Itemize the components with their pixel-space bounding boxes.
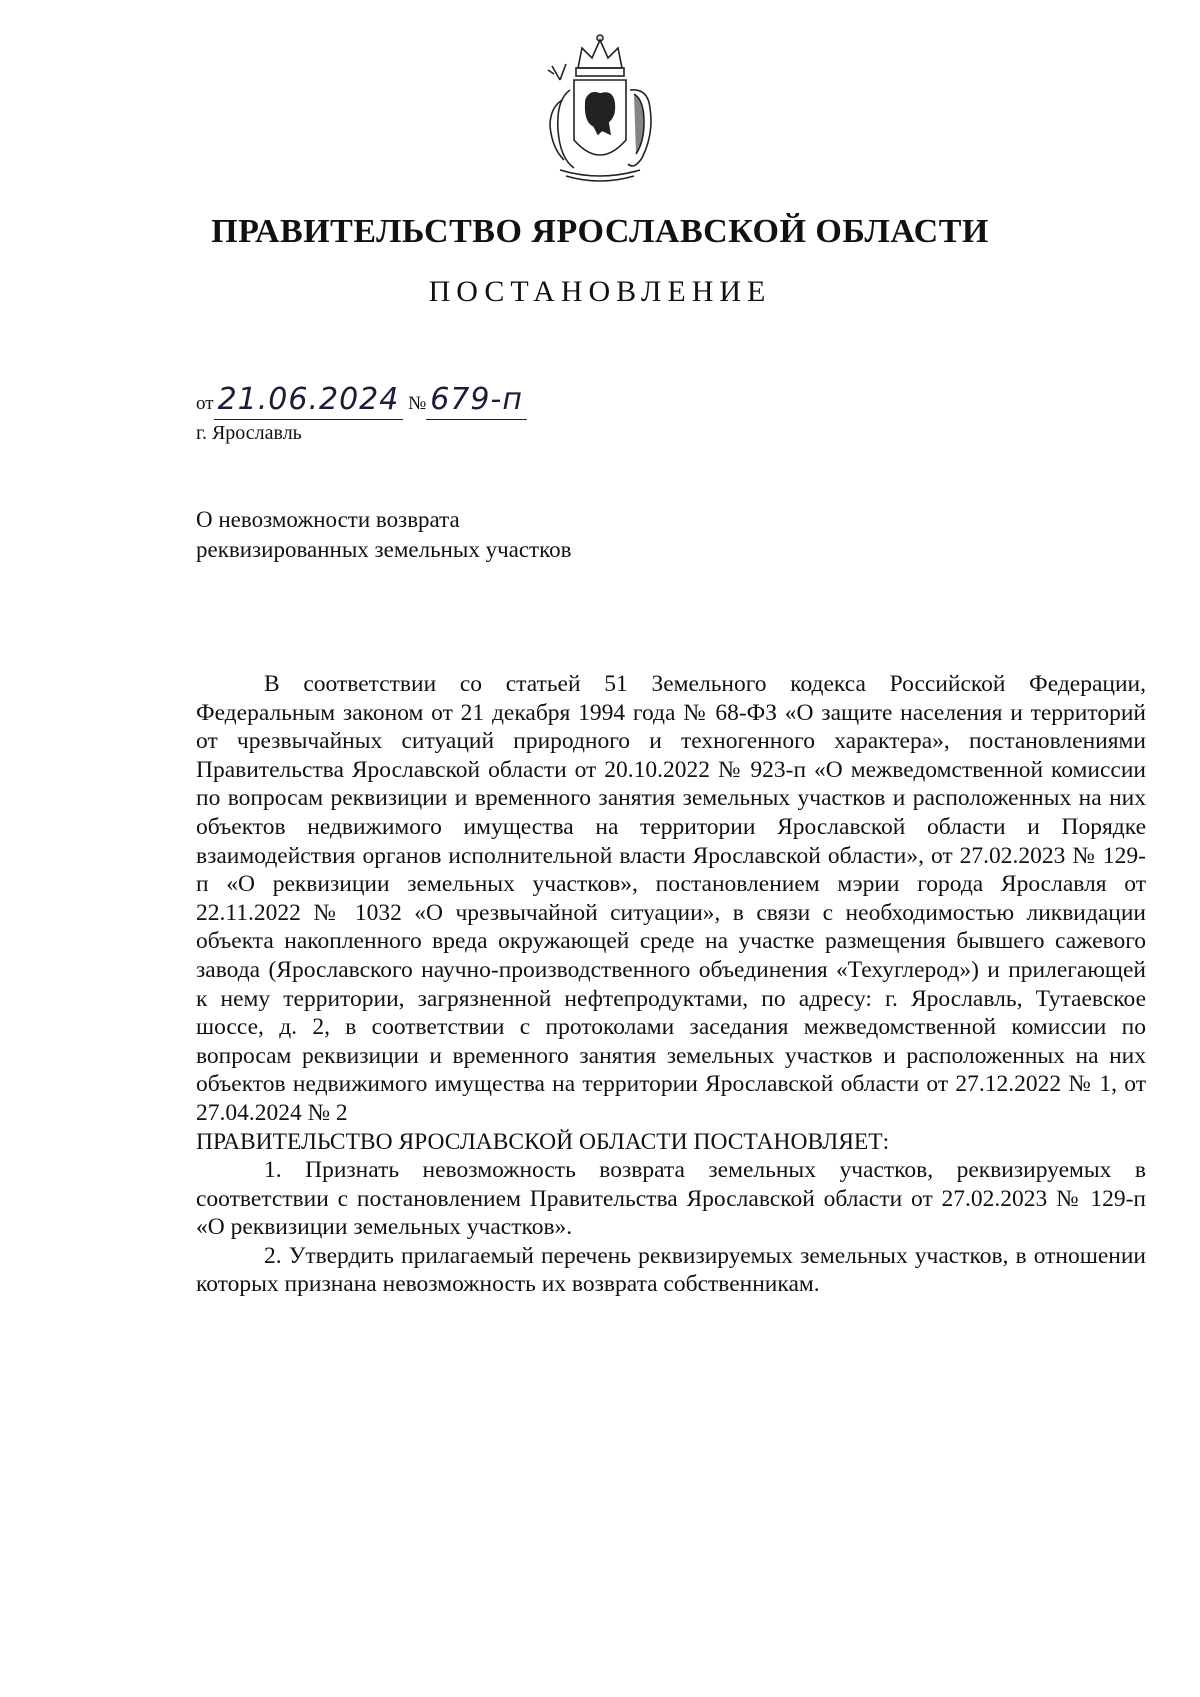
document-subject: О невозможности возврата реквизированных земельных участков	[196, 507, 572, 562]
document-body	[196, 670, 1146, 1299]
date-prefix: от	[196, 393, 214, 414]
number-prefix: №	[408, 393, 427, 414]
organization-title: ПРАВИТЕЛЬСТВО ЯРОСЛАВСКОЙ ОБЛАСТИ	[211, 213, 989, 250]
preamble-paragraph: В соответствии со статьей 51 Земельного кодекса Российской Федерации, Федеральным законом от 21 декабря 1994 года № 68-ФЗ «О защите населения и территорий от чрезвычайных ситуаций природного и техногенного характера», постановлениями Правительства Ярославской области от 20.10.2022 № 923-п «О межведомственной комиссии по вопросам реквизиции и временного занятия земельных участков и расположенных на них объектов недвижимого имущества на территории Ярославской области и Порядке взаимодействия органов исполнительной власти Ярославской области», от 27.02.2023 № 129-п «О реквизиции земельных участков», постановлением мэрии города Ярославля от 22.11.2022 № 1032 «О чрезвычайной ситуации», в связи с необходимостью ликвидации объекта накопленного вреда окружающей среде на участке размещения бывшего сажевого завода (Ярославского научно-производственного объединения «Техуглерод») и прилегающей к нему территории, загрязненной нефтепродуктами, по адресу: г. Ярославль, Тутаевское шоссе, д. 2, в соответствии с протоколами заседания межведомственной комиссии по вопросам реквизиции и временного занятия земельных участков и расположенных на них объектов недвижимого имущества на территории Ярославской области от 27.12.2022 № 1, от 27.04.2024 № 2	[196, 671, 1146, 1126]
city: г. Ярославль	[196, 422, 302, 444]
document-date: 21.06.2024	[217, 382, 400, 417]
decree-line: ПРАВИТЕЛЬСТВО ЯРОСЛАВСКОЙ ОБЛАСТИ ПОСТАНОВЛЯЕТ:	[196, 1128, 890, 1155]
document-number: 679-п	[430, 382, 523, 417]
coat-of-arms-emblem	[520, 30, 680, 190]
item-paragraph-2: 2. Утвердить прилагаемый перечень реквизируемых земельных участков, в отношении которых признана невозможность их возврата собственникам.	[196, 1242, 1146, 1298]
date-number-line	[196, 382, 527, 420]
document-type: ПОСТАНОВЛЕНИЕ	[428, 275, 772, 308]
item-paragraph-1: 1. Признать невозможность возврата земельных участков, реквизируемых в соответствии с постановлением Правительства Ярославской области от 27.02.2023 № 129-п «О реквизиции земельных участков».	[196, 1157, 1146, 1241]
